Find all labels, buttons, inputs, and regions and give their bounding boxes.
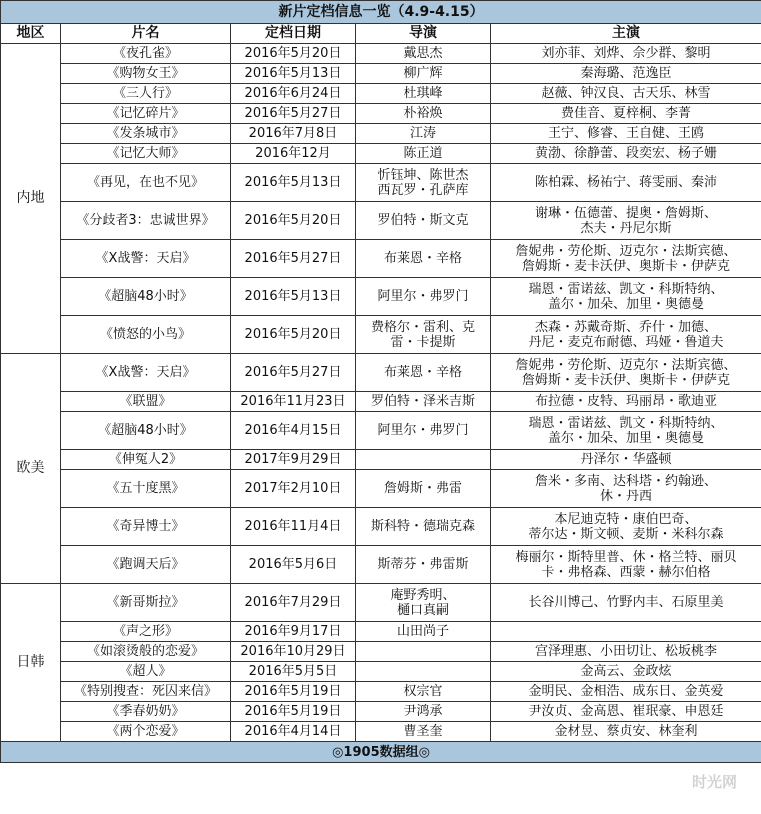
table-row xyxy=(1,412,761,450)
cast-cell-text: 瑞恩・雷诺兹、凯文・科斯特纳、 盖尔・加朵、加里・奥德曼 xyxy=(528,281,724,312)
table-row xyxy=(1,622,761,642)
film-title-cell xyxy=(61,702,231,722)
table-row xyxy=(1,44,761,64)
release-date-cell-text: 2016年6月24日 xyxy=(244,86,342,101)
table-row xyxy=(1,84,761,104)
release-date-cell xyxy=(231,702,356,722)
release-date-cell-text: 2016年5月27日 xyxy=(244,365,342,380)
release-date-cell-text: 2016年5月19日 xyxy=(244,684,342,699)
cast-cell xyxy=(491,44,761,64)
header-region: 地区 xyxy=(1,24,61,44)
release-date-cell-text: 2016年5月20日 xyxy=(244,46,342,61)
table-row xyxy=(1,202,761,240)
region-cell: 日韩 xyxy=(1,584,61,742)
film-title-cell xyxy=(61,316,231,354)
table-row xyxy=(1,722,761,742)
director-cell-text: 戴思杰 xyxy=(403,46,443,61)
cast-cell-text: 费佳音、夏梓桐、李菁 xyxy=(561,106,692,121)
film-title-cell xyxy=(61,44,231,64)
release-date-cell xyxy=(231,104,356,124)
table-row xyxy=(1,124,761,144)
cast-cell-text: 金明民、金相浩、成东日、金英爱 xyxy=(528,684,724,699)
director-cell xyxy=(356,44,491,64)
release-date-cell xyxy=(231,316,356,354)
director-cell-text: 庵野秀明、 樋口真嗣 xyxy=(390,587,456,618)
cast-cell xyxy=(491,682,761,702)
cast-cell xyxy=(491,702,761,722)
director-cell-text: 尹鸿承 xyxy=(403,704,443,719)
cast-cell-text: 金高云、金政炫 xyxy=(580,664,672,679)
director-cell xyxy=(356,470,491,508)
footer-row xyxy=(1,742,761,763)
film-title-cell-text: 《伸冤人2》 xyxy=(108,452,183,467)
director-cell xyxy=(356,682,491,702)
release-date-cell xyxy=(231,64,356,84)
director-cell-text: 江涛 xyxy=(409,126,436,141)
cast-cell xyxy=(491,354,761,392)
film-title-cell-text: 《联盟》 xyxy=(119,394,172,409)
film-title-cell-text: 《夜孔雀》 xyxy=(112,46,178,61)
table-row xyxy=(1,662,761,682)
cast-cell xyxy=(491,202,761,240)
cast-cell-text: 长谷川博己、竹野内丰、石原里美 xyxy=(528,595,724,610)
header-row xyxy=(1,24,761,44)
cast-cell xyxy=(491,662,761,682)
film-title-cell xyxy=(61,164,231,202)
release-date-cell xyxy=(231,124,356,144)
director-cell xyxy=(356,412,491,450)
director-cell xyxy=(356,392,491,412)
cast-cell xyxy=(491,470,761,508)
release-date-cell xyxy=(231,84,356,104)
director-cell xyxy=(356,622,491,642)
film-title-cell xyxy=(61,470,231,508)
director-cell xyxy=(356,450,491,470)
film-title-cell xyxy=(61,104,231,124)
release-date-cell xyxy=(231,240,356,278)
schedule-table-body xyxy=(1,1,761,763)
film-title-cell-text: 《五十度黑》 xyxy=(106,481,185,496)
cast-cell xyxy=(491,546,761,584)
release-date-cell-text: 2016年4月15日 xyxy=(244,423,342,438)
table-row xyxy=(1,450,761,470)
cast-cell-text: 丹泽尔・华盛顿 xyxy=(580,452,672,467)
cast-cell xyxy=(491,508,761,546)
table-row xyxy=(1,144,761,164)
cast-cell-text: 金材昱、蔡贞安、林奎利 xyxy=(554,724,698,739)
film-title-cell xyxy=(61,508,231,546)
film-title-cell-text: 《奇异博士》 xyxy=(106,519,185,534)
release-date-cell xyxy=(231,412,356,450)
director-cell xyxy=(356,240,491,278)
release-date-cell-text: 2016年5月27日 xyxy=(244,106,342,121)
director-cell-text: 罗伯特・泽米吉斯 xyxy=(370,394,475,409)
release-date-cell xyxy=(231,470,356,508)
film-title-cell xyxy=(61,546,231,584)
film-title-cell-text: 《分歧者3：忠诚世界》 xyxy=(76,213,215,228)
film-title-cell-text: 《记忆碎片》 xyxy=(106,106,185,121)
director-cell-text: 斯科特・德瑞克森 xyxy=(370,519,475,534)
cast-cell-text: 詹妮弗・劳伦斯、迈克尔・法斯宾德、 詹姆斯・麦卡沃伊、奥斯卡・伊萨克 xyxy=(515,243,737,274)
director-cell xyxy=(356,354,491,392)
film-title-cell-text: 《特别搜查：死囚来信》 xyxy=(73,684,217,699)
table-row xyxy=(1,642,761,662)
release-date-cell xyxy=(231,546,356,584)
director-cell-text: 柳广辉 xyxy=(403,66,443,81)
watermark: 时光网 xyxy=(691,773,737,791)
film-title-cell xyxy=(61,124,231,144)
film-title-cell-text: 《记忆大师》 xyxy=(106,146,185,161)
release-date-cell xyxy=(231,662,356,682)
table-row xyxy=(1,240,761,278)
release-date-cell-text: 2016年10月29日 xyxy=(240,644,346,659)
release-date-cell-text: 2016年5月27日 xyxy=(244,251,342,266)
director-cell xyxy=(356,64,491,84)
cast-cell-text: 詹妮弗・劳伦斯、迈克尔・法斯宾德、 詹姆斯・麦卡沃伊、奥斯卡・伊萨克 xyxy=(515,357,737,388)
director-cell xyxy=(356,546,491,584)
film-title-cell-text: 《发条城市》 xyxy=(106,126,185,141)
header-title: 片名 xyxy=(61,24,231,44)
director-cell-text: 陈正道 xyxy=(403,146,443,161)
film-title-cell xyxy=(61,584,231,622)
cast-cell xyxy=(491,622,761,642)
release-date-cell-text: 2016年5月13日 xyxy=(244,175,342,190)
director-cell-text: 杜琪峰 xyxy=(403,86,443,101)
cast-cell xyxy=(491,278,761,316)
title-row xyxy=(1,1,761,24)
table-row xyxy=(1,470,761,508)
director-cell-text: 詹姆斯・弗雷 xyxy=(383,481,462,496)
release-date-cell xyxy=(231,278,356,316)
director-cell-text: 曹圣奎 xyxy=(403,724,443,739)
director-cell-text: 费格尔・雷利、克 雷・卡提斯 xyxy=(370,319,475,350)
cast-cell xyxy=(491,392,761,412)
cast-cell xyxy=(491,722,761,742)
director-cell xyxy=(356,104,491,124)
cast-cell-text: 杰森・苏戴奇斯、乔什・加德、 丹尼・麦克布耐德、玛娅・鲁道夫 xyxy=(528,319,724,350)
cast-cell xyxy=(491,164,761,202)
release-date-cell xyxy=(231,392,356,412)
cast-cell xyxy=(491,64,761,84)
film-title-cell xyxy=(61,144,231,164)
director-cell xyxy=(356,84,491,104)
release-date-cell xyxy=(231,164,356,202)
table-title: 新片定档信息一览（4.9-4.15） xyxy=(1,1,761,24)
release-date-cell-text: 2016年5月20日 xyxy=(244,213,342,228)
film-title-cell xyxy=(61,202,231,240)
film-title-cell-text: 《新哥斯拉》 xyxy=(106,595,185,610)
table-row xyxy=(1,316,761,354)
film-title-cell-text: 《购物女王》 xyxy=(106,66,185,81)
film-title-cell-text: 《超人》 xyxy=(119,664,172,679)
director-cell xyxy=(356,124,491,144)
region-cell: 欧美 xyxy=(1,354,61,584)
table-row xyxy=(1,392,761,412)
release-date-cell xyxy=(231,44,356,64)
film-title-cell xyxy=(61,450,231,470)
cast-cell-text: 王宁、修睿、王自健、王鸥 xyxy=(548,126,705,141)
director-cell-text: 忻钰坤、陈世杰 西瓦罗・孔萨库 xyxy=(377,167,469,198)
release-date-cell-text: 2016年5月19日 xyxy=(244,704,342,719)
film-title-cell xyxy=(61,240,231,278)
director-cell xyxy=(356,316,491,354)
table-row xyxy=(1,278,761,316)
film-title-cell-text: 《季春奶奶》 xyxy=(106,704,185,719)
cast-cell xyxy=(491,450,761,470)
film-title-cell-text: 《三人行》 xyxy=(112,86,178,101)
film-title-cell-text: 《超脑48小时》 xyxy=(98,423,193,438)
cast-cell-text: 布拉德・皮特、玛丽昂・歌迪亚 xyxy=(535,394,718,409)
table-row xyxy=(1,546,761,584)
film-title-cell-text: 《如滚烫般的恋爱》 xyxy=(86,644,204,659)
release-date-cell-text: 2016年7月8日 xyxy=(248,126,338,141)
header-date: 定档日期 xyxy=(231,24,356,44)
cast-cell xyxy=(491,584,761,622)
film-title-cell xyxy=(61,662,231,682)
release-date-cell xyxy=(231,584,356,622)
film-title-cell-text: 《两个恋爱》 xyxy=(106,724,185,739)
cast-cell xyxy=(491,124,761,144)
director-cell-text: 阿里尔・弗罗门 xyxy=(377,423,469,438)
cast-cell-text: 梅丽尔・斯特里普、休・格兰特、丽贝 卡・弗格森、西蒙・赫尔伯格 xyxy=(515,549,737,580)
cast-cell-text: 詹米・多南、达科塔・约翰逊、 休・丹西 xyxy=(535,473,718,504)
director-cell-text: 布莱恩・辛格 xyxy=(383,251,462,266)
director-cell xyxy=(356,722,491,742)
film-title-cell-text: 《超脑48小时》 xyxy=(98,289,193,304)
director-cell-text: 阿里尔・弗罗门 xyxy=(377,289,469,304)
cast-cell-text: 陈柏霖、杨祐宁、蒋雯丽、秦沛 xyxy=(535,175,718,190)
film-title-cell xyxy=(61,622,231,642)
film-title-cell xyxy=(61,682,231,702)
release-date-cell xyxy=(231,642,356,662)
cast-cell xyxy=(491,144,761,164)
table-row xyxy=(1,164,761,202)
release-date-cell-text: 2016年5月13日 xyxy=(244,66,342,81)
table-row xyxy=(1,354,761,392)
release-date-cell-text: 2016年11月23日 xyxy=(240,394,346,409)
release-date-cell-text: 2016年5月20日 xyxy=(244,327,342,342)
director-cell xyxy=(356,702,491,722)
director-cell-text: 罗伯特・斯文克 xyxy=(377,213,469,228)
cast-cell-text: 尹汝贞、金高恩、崔珉豪、申恩廷 xyxy=(528,704,724,719)
release-date-cell-text: 2016年9月17日 xyxy=(244,624,342,639)
release-date-cell-text: 2016年4月14日 xyxy=(244,724,342,739)
film-title-cell xyxy=(61,354,231,392)
release-date-cell xyxy=(231,622,356,642)
film-title-cell-text: 《X战警：天启》 xyxy=(95,251,196,266)
release-date-cell-text: 2016年7月29日 xyxy=(244,595,342,610)
director-cell xyxy=(356,508,491,546)
release-date-cell-text: 2016年5月5日 xyxy=(248,664,338,679)
cast-cell-text: 本尼迪克特・康伯巴奇、 蒂尔达・斯文顿、麦斯・米科尔森 xyxy=(528,511,724,542)
film-title-cell-text: 《再见，在也不见》 xyxy=(86,175,204,190)
cast-cell xyxy=(491,642,761,662)
director-cell xyxy=(356,584,491,622)
cast-cell-text: 赵薇、钟汉良、古天乐、林雪 xyxy=(541,86,711,101)
release-date-cell xyxy=(231,354,356,392)
footer-credit: ◎1905数据组◎ xyxy=(1,742,761,763)
table-row xyxy=(1,682,761,702)
release-date-cell xyxy=(231,722,356,742)
release-date-cell-text: 2016年5月13日 xyxy=(244,289,342,304)
film-title-cell-text: 《X战警：天启》 xyxy=(95,365,196,380)
release-date-cell-text: 2017年2月10日 xyxy=(244,481,342,496)
film-title-cell-text: 《跑调天后》 xyxy=(106,557,185,572)
film-title-cell xyxy=(61,642,231,662)
film-title-cell xyxy=(61,278,231,316)
film-title-cell xyxy=(61,722,231,742)
director-cell xyxy=(356,642,491,662)
film-title-cell xyxy=(61,412,231,450)
cast-cell-text: 宫泽理惠、小田切让、松坂桃李 xyxy=(535,644,718,659)
cast-cell-text: 刘亦菲、刘烨、佘少群、黎明 xyxy=(541,46,711,61)
director-cell xyxy=(356,278,491,316)
film-title-cell xyxy=(61,64,231,84)
table-row xyxy=(1,584,761,622)
director-cell-text: 朴裕焕 xyxy=(403,106,443,121)
release-date-cell xyxy=(231,144,356,164)
director-cell-text: 布莱恩・辛格 xyxy=(383,365,462,380)
film-title-cell-text: 《愤怒的小鸟》 xyxy=(99,327,191,342)
cast-cell-text: 黄渤、徐静蕾、段奕宏、杨子姗 xyxy=(535,146,718,161)
cast-cell xyxy=(491,84,761,104)
cast-cell xyxy=(491,240,761,278)
director-cell-text: 斯蒂芬・弗雷斯 xyxy=(377,557,469,572)
release-date-cell-text: 2016年12月 xyxy=(255,146,331,161)
region-cell: 内地 xyxy=(1,44,61,354)
director-cell xyxy=(356,202,491,240)
cast-cell xyxy=(491,412,761,450)
film-title-cell-text: 《声之形》 xyxy=(112,624,178,639)
director-cell xyxy=(356,662,491,682)
film-title-cell xyxy=(61,392,231,412)
table-row xyxy=(1,702,761,722)
table-row xyxy=(1,104,761,124)
release-date-cell xyxy=(231,450,356,470)
release-date-cell xyxy=(231,202,356,240)
table-row xyxy=(1,508,761,546)
release-date-cell xyxy=(231,682,356,702)
director-cell xyxy=(356,164,491,202)
cast-cell-text: 秦海璐、范逸臣 xyxy=(580,66,672,81)
release-date-cell-text: 2016年5月6日 xyxy=(248,557,338,572)
release-date-cell-text: 2016年11月4日 xyxy=(244,519,342,534)
cast-cell xyxy=(491,316,761,354)
table-row xyxy=(1,64,761,84)
director-cell-text: 权宗官 xyxy=(403,684,443,699)
release-date-cell xyxy=(231,508,356,546)
release-date-cell-text: 2017年9月29日 xyxy=(244,452,342,467)
cast-cell-text: 谢琳・伍德蕾、提奥・詹姆斯、 杰夫・丹尼尔斯 xyxy=(535,205,718,236)
director-cell-text: 山田尚子 xyxy=(396,624,449,639)
cast-cell xyxy=(491,104,761,124)
film-title-cell xyxy=(61,84,231,104)
header-director: 导演 xyxy=(356,24,491,44)
director-cell xyxy=(356,144,491,164)
cast-cell-text: 瑞恩・雷诺兹、凯文・科斯特纳、 盖尔・加朵、加里・奥德曼 xyxy=(528,415,724,446)
header-cast: 主演 xyxy=(491,24,761,44)
